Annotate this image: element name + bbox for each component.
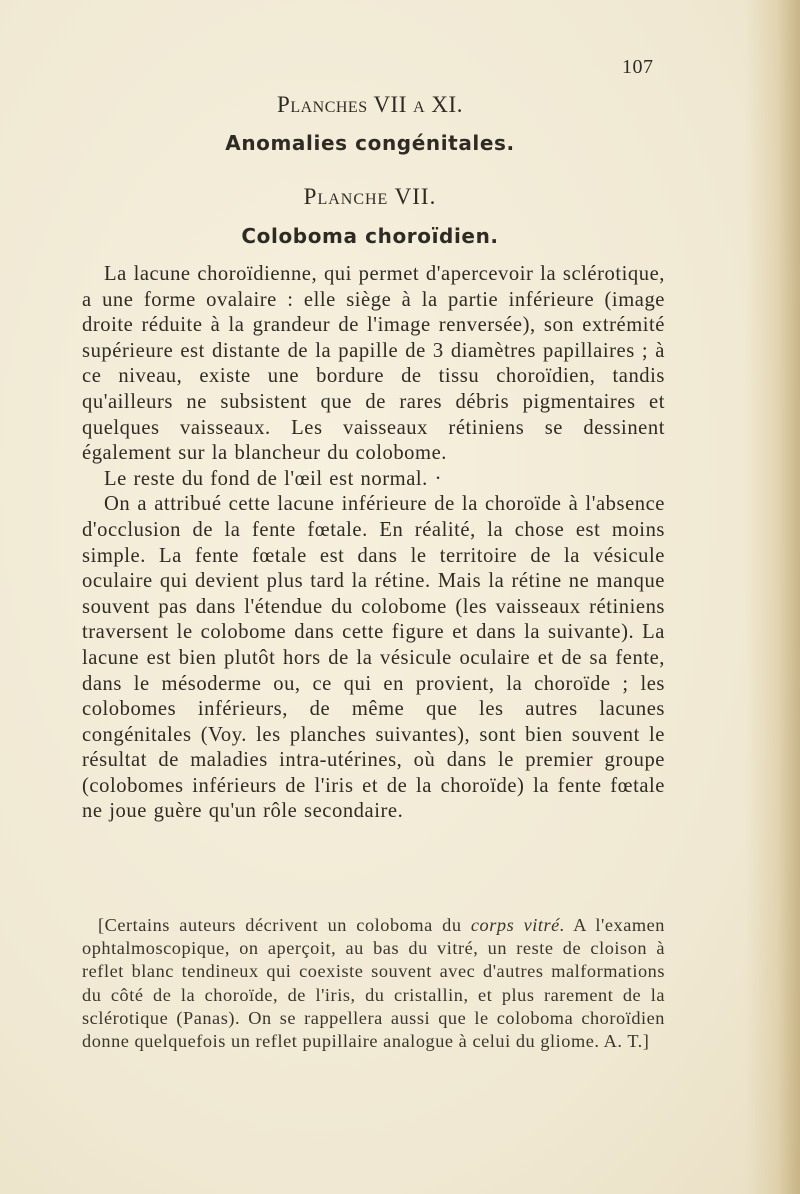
section-title: Anomalies congénitales. bbox=[225, 131, 515, 155]
note-text-end: A l'examen ophtalmoscopique, on aperçoit, au bas du vitré, un reste de cloison à reflet blanc tendineux qui coexiste souvent avec d'autres malformations du côté de la choroïde, de l'iris, du cristallin, et plus rarement de la sclérotique (Panas). On se rappellera aussi que le coloboma choroïdien donne quelquefois un reflet pupillaire analogue à celui du gliome. A. T.] bbox=[82, 915, 665, 1052]
paragraph-description: La lacune choroïdienne, qui permet d'apercevoir la sclérotique, a une forme ovalaire : elle siège à la partie inférieure (image droite réduite à la grandeur de l'image renversée), son extrémité supérieure est distante de la papille de 3 diamètres papillaires ; à ce niveau, existe une bordure de tissu choroïdien, tandis qu'ailleurs ne subsistent que de rares débris pigmentaires et quelques vaisseaux. Les vaisseaux rétiniens se dessinent également sur la blancheur du colobome. bbox=[82, 263, 665, 465]
note-text-start: [Certains auteurs décrivent un coloboma du bbox=[98, 915, 471, 935]
main-text bbox=[82, 262, 665, 825]
translator-note bbox=[82, 914, 665, 1053]
paragraph-etiology: On a attribué cette lacune inférieure de la choroïde à l'absence d'occlusion de la fente fœtale. En réalité, la chose est moins simple. La fente fœtale est dans le territoire de la vésicule oculaire qui devient plus tard la rétine. Mais la rétine ne manque souvent pas dans l'étendue du colobome (les vaisseaux rétiniens traversent le colobome dans cette figure et dans la suivante). La lacune est bien plutôt hors de la vésicule oculaire et de sa fente, dans le mésoderme ou, ce qui en provient, la choroïde ; les colobomes inférieurs, de même que les autres lacunes congénitales (Voy. les planches suivantes), sont bien souvent le résultat de maladies intra-utérines, où dans le premier groupe (colobomes inférieurs de l'iris et de la choroïde) la fente fœtale ne joue guère qu'un rôle secondaire. bbox=[82, 493, 665, 823]
plate-title: Coloboma choroïdien. bbox=[241, 224, 499, 248]
note-emphasis: corps vitré. bbox=[470, 915, 565, 935]
plates-heading: Planches VII a XI. bbox=[277, 92, 463, 117]
paragraph-normal-fundus: Le reste du fond de l'œil est normal. · bbox=[104, 467, 442, 490]
note-paragraph bbox=[82, 914, 665, 1053]
page-edge-shadow bbox=[745, 0, 800, 1194]
plate-heading: Planche VII. bbox=[303, 184, 437, 209]
page-number: 107 bbox=[622, 56, 654, 78]
